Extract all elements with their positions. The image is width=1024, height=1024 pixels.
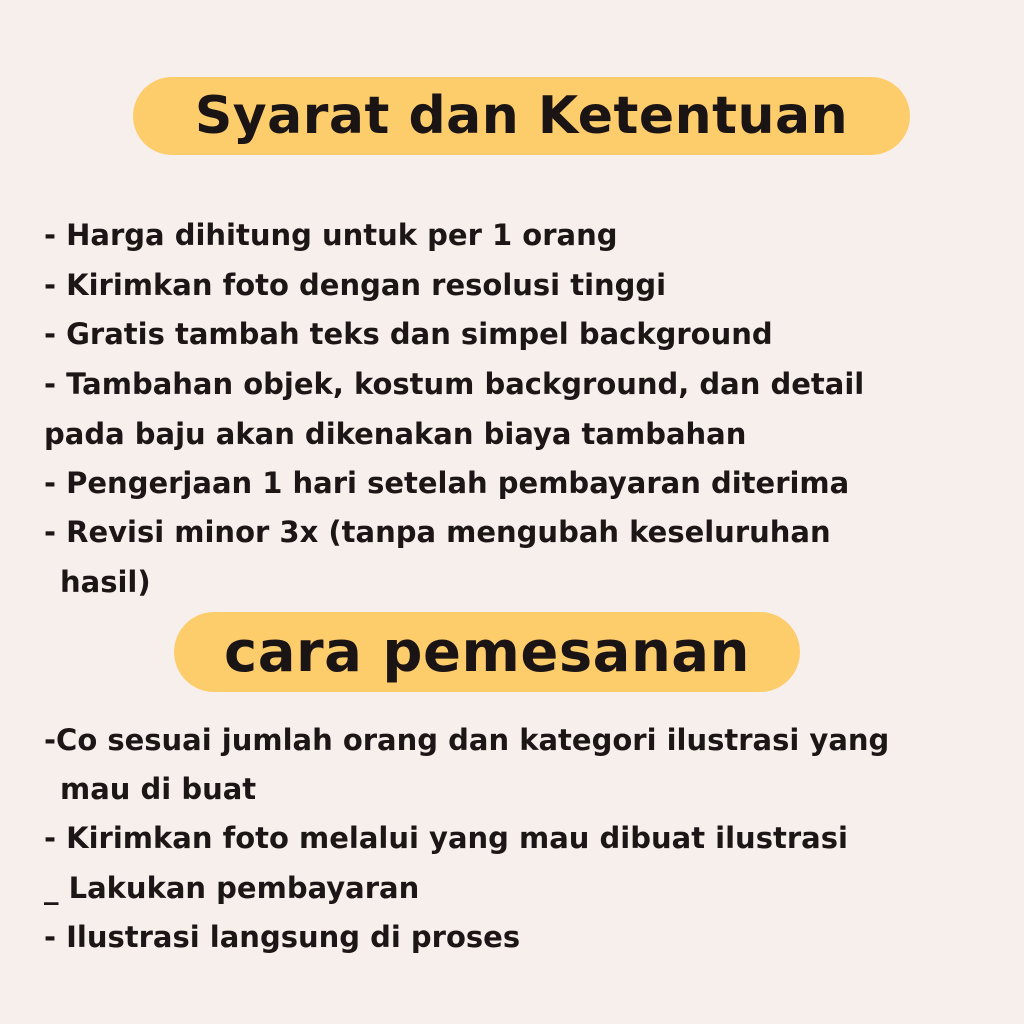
- order-title: cara pemesanan: [224, 619, 750, 685]
- terms-line: - Revisi minor 3x (tanpa mengubah keseluruhan: [44, 515, 831, 549]
- order-line: - Ilustrasi langsung di proses: [44, 920, 521, 954]
- terms-header-pill: [133, 77, 910, 155]
- order-line: _ Lakukan pembayaran: [44, 871, 420, 905]
- terms-line: hasil): [60, 565, 151, 599]
- terms-title: Syarat dan Ketentuan: [194, 86, 849, 146]
- terms-line: - Tambahan objek, kostum background, dan detail: [44, 367, 865, 401]
- order-header-pill: [174, 612, 800, 692]
- terms-line: pada baju akan dikenakan biaya tambahan: [44, 417, 747, 451]
- terms-line: - Kirimkan foto dengan resolusi tinggi: [44, 268, 667, 302]
- order-line: - Kirimkan foto melalui yang mau dibuat ilustrasi: [44, 821, 848, 855]
- terms-line: - Harga dihitung untuk per 1 orang: [44, 218, 618, 252]
- order-line: -Co sesuai jumlah orang dan kategori ilustrasi yang: [44, 723, 890, 757]
- terms-line: - Gratis tambah teks dan simpel background: [44, 317, 773, 351]
- order-line: mau di buat: [60, 772, 257, 806]
- terms-line: - Pengerjaan 1 hari setelah pembayaran diterima: [44, 466, 850, 500]
